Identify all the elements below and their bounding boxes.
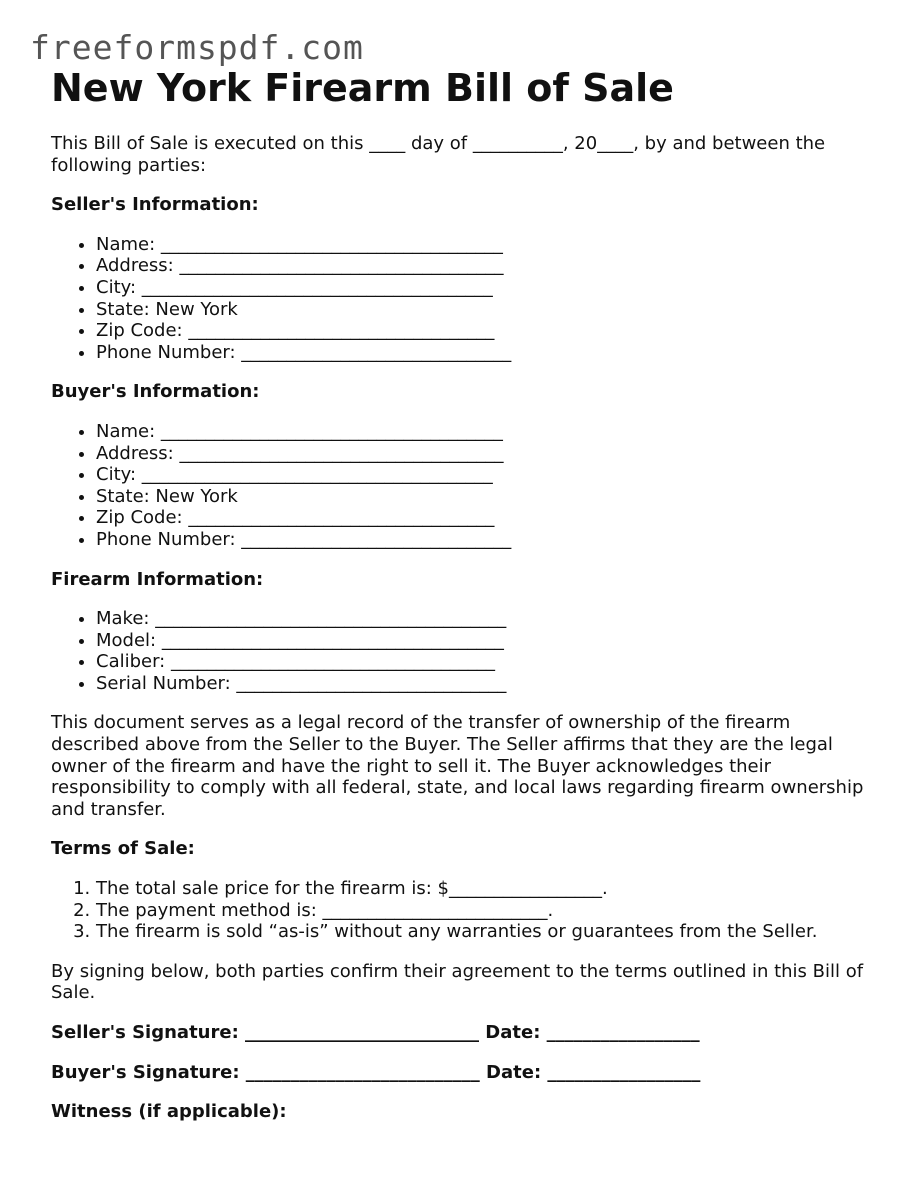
firearm-make-field[interactable]: • Make: _______________________________________ [96,608,881,630]
firearm-caliber-field[interactable]: • Caliber: ____________________________________ [96,651,881,673]
buyer-zip-field[interactable]: • Zip Code: __________________________________ [96,507,881,529]
seller-signature-line[interactable]: Seller's Signature: __________________________ Date: _________________ [51,1022,700,1043]
legal-paragraph: This document serves as a legal record of the transfer of ownership of the firearm described above from the Seller to the Buyer. The Seller affirms that they are the legal owner of the firearm and have the right to sell it. The Buyer acknowledges their responsibility to comply with all federal, state, and local laws regarding firearm ownership and transfer. [51,712,864,820]
seller-state-field: • State: New York [96,299,881,321]
watermark: freeformspdf.com [30,28,364,67]
witness-heading: Witness (if applicable): [51,1101,287,1123]
firearm-serial-field[interactable]: • Serial Number: ______________________________ [96,673,881,695]
seller-heading: Seller's Information: [51,194,259,216]
firearm-model-field[interactable]: • Model: ______________________________________ [96,630,881,652]
seller-address-field[interactable]: • Address: ____________________________________ [96,255,881,277]
firearm-heading: Firearm Information: [51,568,264,590]
buyer-heading: Buyer's Information: [51,381,260,403]
seller-phone-field[interactable]: • Phone Number: ______________________________ [96,342,881,364]
firearm-info-list [51,608,881,694]
seller-city-field[interactable]: • City: _______________________________________ [96,277,881,299]
buyer-name-field[interactable]: • Name: ______________________________________ [96,421,881,443]
intro-paragraph: This Bill of Sale is executed on this ____ day of __________, 20____, by and between the following parties: [51,133,826,176]
buyer-city-field[interactable]: • City: _______________________________________ [96,464,881,486]
buyer-signature-line[interactable]: Buyer's Signature: __________________________ Date: _________________ [51,1061,701,1083]
buyer-state-field: • State: New York [96,486,881,508]
terms-list [51,878,881,943]
terms-as-is: 3. The firearm is sold “as-is” without any warranties or guarantees from the Seller. [96,921,881,943]
document-title: New York Firearm Bill of Sale [51,66,674,110]
seller-info-list [51,234,881,364]
seller-zip-field[interactable]: • Zip Code: __________________________________ [96,320,881,342]
terms-heading: Terms of Sale: [51,838,195,860]
seller-name-field[interactable]: • Name: ______________________________________ [96,234,881,256]
agreement-paragraph: By signing below, both parties confirm their agreement to the terms outlined in this Bill of Sale. [51,960,864,1004]
buyer-info-list [51,421,881,551]
buyer-address-field[interactable]: • Address: ____________________________________ [96,443,881,465]
document-page [51,66,881,1123]
terms-price-field[interactable]: 1. The total sale price for the firearm is: $_________________. [96,878,881,900]
buyer-phone-field[interactable]: • Phone Number: ______________________________ [96,529,881,551]
terms-payment-field[interactable]: 2. The payment method is: _________________________. [96,900,881,922]
